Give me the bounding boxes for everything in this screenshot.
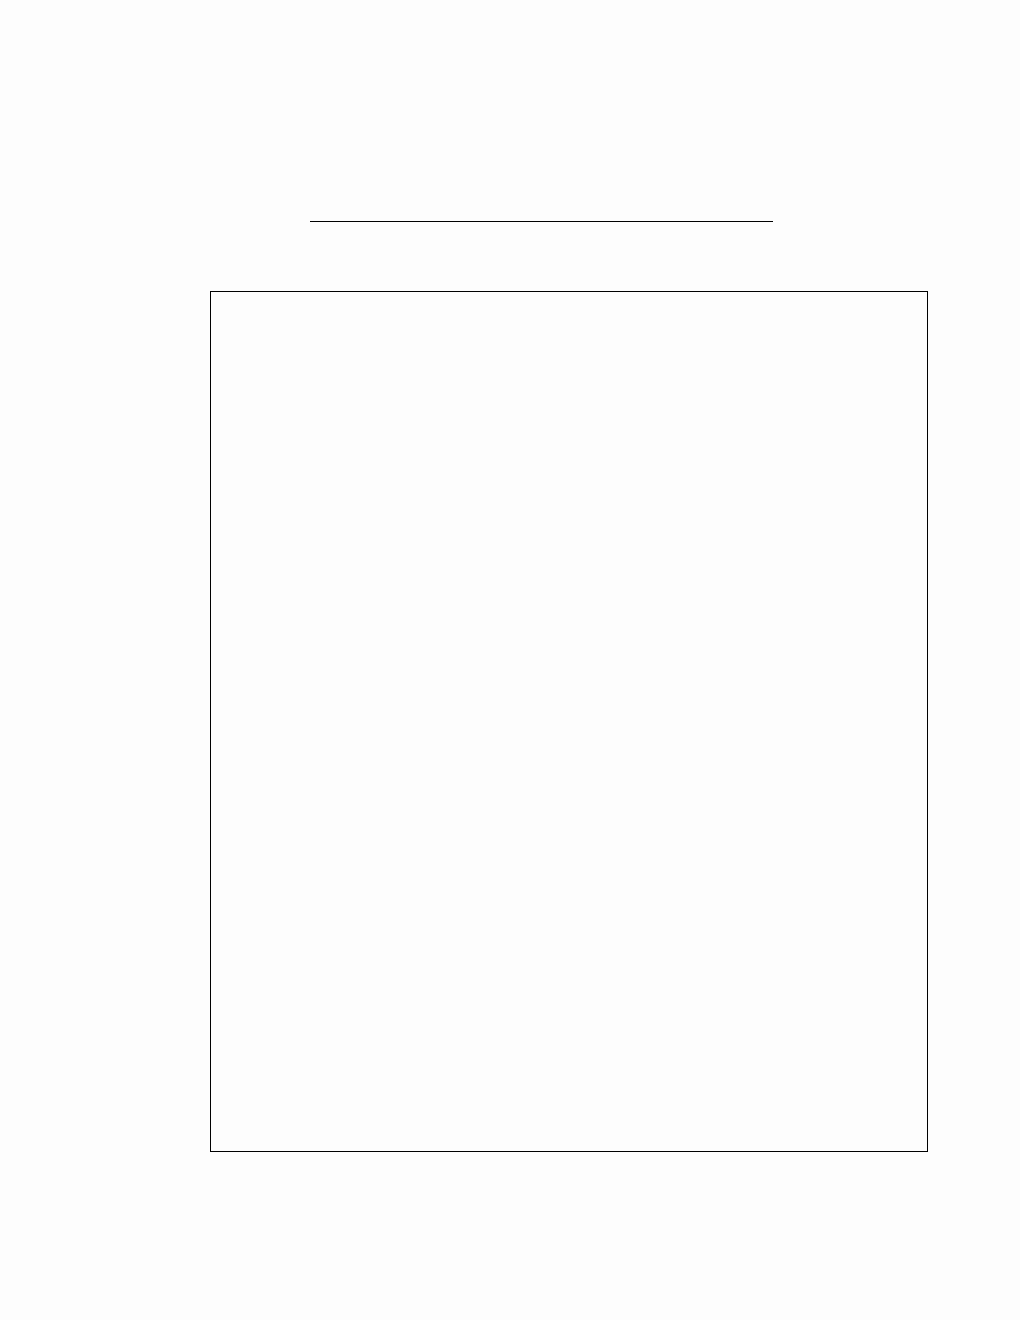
generalblue-logo[interactable] <box>762 1179 764 1212</box>
schedule-grid <box>210 291 928 1152</box>
date-range-field[interactable] <box>310 221 773 222</box>
